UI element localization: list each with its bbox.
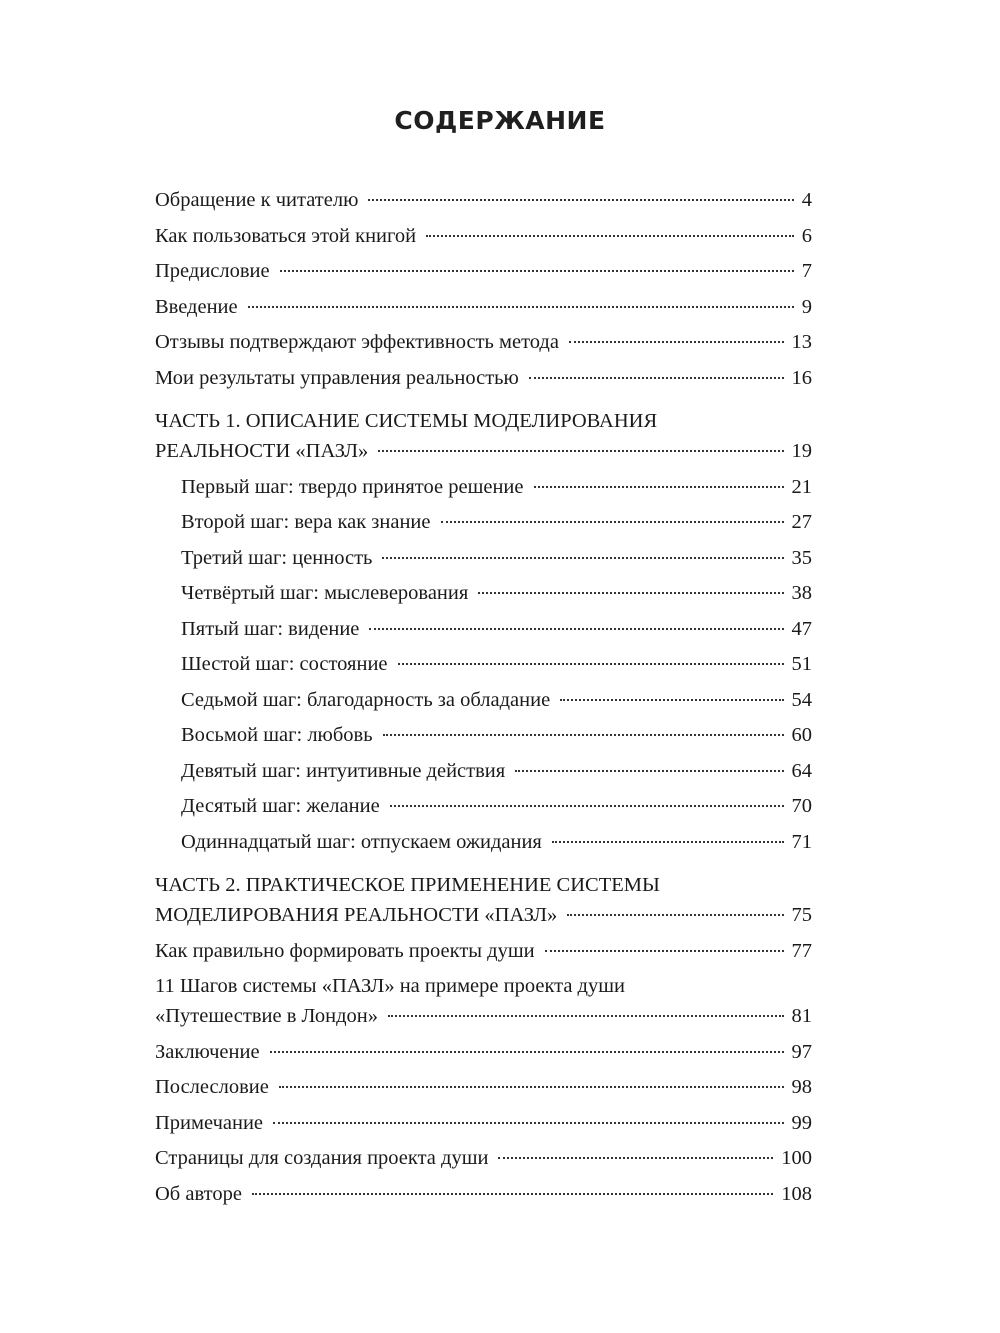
toc-entry[interactable] <box>155 1177 812 1213</box>
dot-leader <box>560 699 783 701</box>
toc-entry-heading-line: ЧАСТЬ 2. ПРАКТИЧЕСКОЕ ПРИМЕНЕНИЕ СИСТЕМЫ <box>155 874 660 896</box>
toc-entry-page: 19 <box>791 440 812 462</box>
toc-entry-label: Седьмой шаг: благодарность за обладание <box>181 688 551 711</box>
toc-entry-label: Первый шаг: твердо принятое решение <box>181 475 524 498</box>
toc-entry-part-2[interactable] <box>155 872 812 934</box>
dot-leader <box>280 270 794 272</box>
toc-entry-label: Отзывы подтверждают эффективность метода <box>155 331 559 353</box>
toc-entry-label: Послесловие <box>155 1076 269 1098</box>
dot-leader <box>498 1157 773 1159</box>
toc-entry[interactable] <box>155 361 812 397</box>
toc-entry[interactable] <box>155 1141 812 1177</box>
dot-leader <box>529 377 784 379</box>
toc-entry-label: Заключение <box>155 1040 260 1063</box>
page-title: СОДЕРЖАНИЕ <box>394 106 606 135</box>
toc-entry-page: 47 <box>791 617 812 640</box>
dot-leader <box>382 557 783 559</box>
toc-entry-label: Страницы для создания проекта души <box>155 1147 489 1169</box>
toc-subentry[interactable] <box>155 789 812 825</box>
toc-subentry[interactable] <box>155 576 812 612</box>
dot-leader <box>273 1122 783 1124</box>
toc-subentry[interactable] <box>155 825 812 861</box>
dot-leader <box>270 1051 784 1053</box>
toc-entry-label: Мои результаты управления реальностью <box>155 366 519 389</box>
dot-leader <box>426 235 794 237</box>
toc-entry-page: 60 <box>791 724 812 746</box>
dot-leader <box>515 770 783 772</box>
dot-leader <box>545 950 784 952</box>
toc-subentry[interactable] <box>155 541 812 577</box>
toc-entry-label: Второй шаг: вера как знание <box>181 511 431 533</box>
toc-entry-page: 97 <box>791 1040 812 1063</box>
dot-leader <box>388 1015 783 1017</box>
toc-subentry[interactable] <box>155 718 812 754</box>
toc-entry[interactable] <box>155 325 812 361</box>
toc-entry-page: 98 <box>791 1076 812 1098</box>
dot-leader <box>478 592 783 594</box>
toc-entry-label: Примечание <box>155 1111 264 1134</box>
toc-entry-page: 71 <box>791 830 812 853</box>
dot-leader <box>368 199 793 201</box>
toc-entry-label: Введение <box>155 295 238 318</box>
toc-entry[interactable] <box>155 219 812 255</box>
toc-entry-page: 6 <box>801 224 812 247</box>
toc-subentry[interactable] <box>155 647 812 683</box>
toc-entry-label: Одиннадцатый шаг: отпускаем ожидания <box>181 830 542 853</box>
toc-entry-page: 70 <box>791 795 812 817</box>
toc-entry-label: Девятый шаг: интуитивные действия <box>181 759 506 782</box>
toc-entry-page: 9 <box>801 295 812 318</box>
dot-leader <box>248 306 794 308</box>
dot-leader <box>279 1086 784 1088</box>
toc-entry-page: 21 <box>791 475 812 498</box>
toc-entry-page: 64 <box>791 759 812 782</box>
toc-entry-label: «Путешествие в Лондон» <box>155 1005 379 1027</box>
toc-entry-page: 38 <box>791 582 812 604</box>
toc-entry-label: Пятый шаг: видение <box>181 617 360 640</box>
toc-entry-page: 81 <box>791 1005 812 1027</box>
toc-subentry[interactable] <box>155 754 812 790</box>
toc-entry-label: Как правильно формировать проекты души <box>155 939 535 962</box>
dot-leader <box>398 663 784 665</box>
dot-leader <box>552 841 784 843</box>
toc-entry-page: 77 <box>791 939 812 962</box>
toc-subentry[interactable] <box>155 505 812 541</box>
toc-entry-label: Третий шаг: ценность <box>181 546 373 569</box>
toc-entry-page: 51 <box>791 653 812 675</box>
toc-entry-page: 108 <box>781 1182 812 1205</box>
toc-entry-label: Об авторе <box>155 1182 242 1205</box>
toc-entry-label: МОДЕЛИРОВАНИЯ РЕАЛЬНОСТИ «ПАЗЛ» <box>155 904 558 926</box>
toc-entry[interactable] <box>155 254 812 290</box>
toc-entry-label: Восьмой шаг: любовь <box>181 724 373 746</box>
toc-subentry[interactable] <box>155 470 812 506</box>
toc-entry[interactable] <box>155 973 812 1035</box>
toc-entry-label: Обращение к читателю <box>155 189 359 211</box>
dot-leader <box>369 628 783 630</box>
toc-entry-page: 4 <box>801 189 812 211</box>
toc-entry-label: Как пользоваться этой книгой <box>155 224 417 247</box>
dot-leader <box>569 341 784 343</box>
toc-entry[interactable] <box>155 934 812 970</box>
toc-entry-page: 13 <box>791 331 812 353</box>
toc-entry-part-1[interactable] <box>155 408 812 470</box>
toc-entry-page: 27 <box>791 511 812 533</box>
dot-leader <box>534 486 784 488</box>
dot-leader <box>378 450 783 452</box>
dot-leader <box>252 1193 773 1195</box>
toc-entry-page: 16 <box>791 366 812 389</box>
toc-entry[interactable] <box>155 1070 812 1106</box>
dot-leader <box>441 521 784 523</box>
toc-entry-page: 75 <box>791 904 812 926</box>
toc-entry-label: Шестой шаг: состояние <box>181 653 388 675</box>
toc-entry-page: 35 <box>791 546 812 569</box>
toc-entry-page: 100 <box>781 1147 812 1169</box>
toc-entry-label: РЕАЛЬНОСТИ «ПАЗЛ» <box>155 440 369 462</box>
toc-entry[interactable] <box>155 183 812 219</box>
toc-entry-heading-line: ЧАСТЬ 1. ОПИСАНИЕ СИСТЕМЫ МОДЕЛИРОВАНИЯ <box>155 410 658 432</box>
table-of-contents <box>155 183 812 1212</box>
dot-leader <box>383 734 784 736</box>
toc-entry[interactable] <box>155 290 812 326</box>
toc-entry-page: 54 <box>791 688 812 711</box>
dot-leader <box>390 805 784 807</box>
toc-subentry[interactable] <box>155 612 812 648</box>
toc-subentry[interactable] <box>155 683 812 719</box>
toc-entry-label: Четвёртый шаг: мыслеверования <box>181 582 469 604</box>
dot-leader <box>567 914 783 916</box>
toc-entry-label: Десятый шаг: желание <box>181 795 380 817</box>
toc-entry-page: 99 <box>791 1111 812 1134</box>
toc-entry[interactable] <box>155 1106 812 1142</box>
toc-entry-page: 7 <box>801 260 812 282</box>
toc-entry-heading-line: 11 Шагов системы «ПАЗЛ» на примере проекта души <box>155 975 625 997</box>
toc-entry-label: Предисловие <box>155 260 270 282</box>
toc-entry[interactable] <box>155 1035 812 1071</box>
